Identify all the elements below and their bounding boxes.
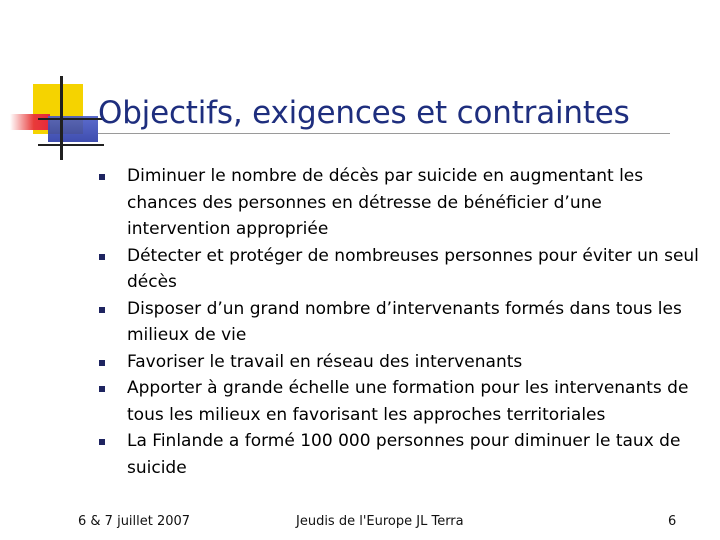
decor-horizontal-line-bottom bbox=[38, 144, 104, 146]
page-number: 6 bbox=[668, 514, 677, 529]
decor-red-bar bbox=[10, 114, 50, 130]
bullet-item bbox=[98, 296, 700, 349]
bullet-square-icon bbox=[99, 386, 105, 392]
decor-horizontal-line-top bbox=[38, 118, 104, 120]
title-underline bbox=[98, 133, 670, 134]
bullet-item bbox=[98, 163, 700, 243]
bullet-square-icon bbox=[99, 254, 105, 260]
slide-title: Objectifs, exigences et contraintes bbox=[98, 95, 630, 131]
bullet-square-icon bbox=[99, 174, 105, 180]
bullet-text: La Finlande a formé 100 000 personnes pour diminuer le taux de suicide bbox=[127, 431, 681, 478]
bullet-text: Détecter et protéger de nombreuses personnes pour éviter un seul décès bbox=[127, 245, 699, 292]
bullet-item bbox=[98, 349, 700, 376]
bullet-item bbox=[98, 428, 700, 481]
bullet-square-icon bbox=[99, 439, 105, 445]
bullet-text: Favoriser le travail en réseau des intervenants bbox=[127, 351, 523, 372]
bullet-item bbox=[98, 375, 700, 428]
bullet-text: Diminuer le nombre de décès par suicide en augmentant les chances des personnes en détresse de bénéficier d’une intervention appropriée bbox=[127, 166, 644, 239]
bullet-list bbox=[98, 163, 700, 481]
bullet-text: Disposer d’un grand nombre d’intervenants formés dans tous les milieux de vie bbox=[127, 298, 682, 345]
footer-center-text: Jeudis de l'Europe JL Terra bbox=[296, 514, 464, 529]
footer-date: 6 & 7 juillet 2007 bbox=[78, 514, 191, 529]
bullet-square-icon bbox=[99, 360, 105, 366]
bullet-square-icon bbox=[99, 307, 105, 313]
bullet-text: Apporter à grande échelle une formation pour les intervenants de tous les milieux en favorisant les approches territoriales bbox=[127, 378, 689, 425]
bullet-item bbox=[98, 243, 700, 296]
